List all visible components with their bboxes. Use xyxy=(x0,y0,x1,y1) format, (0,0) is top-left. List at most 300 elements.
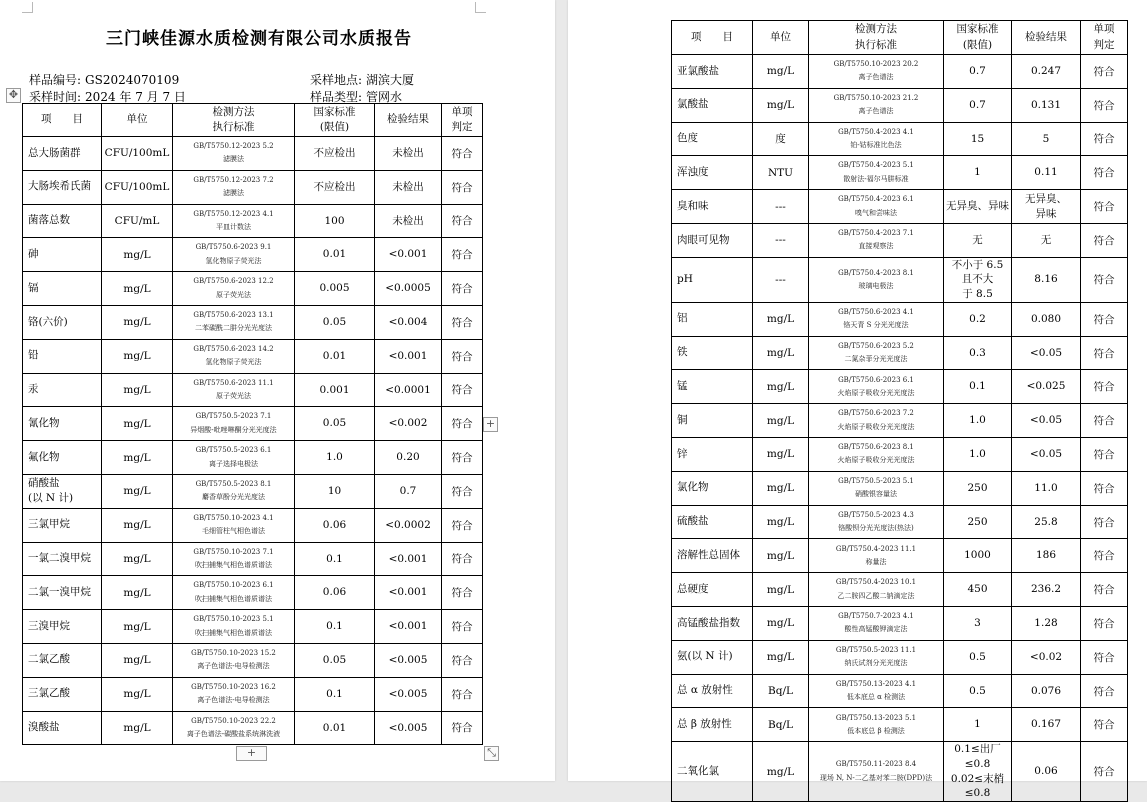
cell-verdict: 符合 xyxy=(1081,122,1128,156)
cell-item: 总硬度 xyxy=(672,573,753,607)
cell-method: GB/T5750.5-2023 7.1 异烟酸-吡唑啉酮分光光度法 xyxy=(173,407,295,441)
cell-unit: mg/L xyxy=(102,474,173,508)
cell-result: 1.28 xyxy=(1012,607,1081,641)
cell-method: GB/T5750.11-2023 8.4 现场 N, N-二乙基对苯二胺(DPD)法 xyxy=(809,742,944,802)
cell-standard: 不应检出 xyxy=(295,137,375,171)
table-row xyxy=(672,674,1128,708)
cell-verdict: 符合 xyxy=(1081,674,1128,708)
cell-verdict: 符合 xyxy=(1081,156,1128,190)
cell-method: GB/T5750.10-2023 21.2 离子色谱法 xyxy=(809,88,944,122)
cell-standard: 1.0 xyxy=(944,438,1012,472)
cell-item: 大肠埃希氏菌 xyxy=(23,170,102,204)
cell-result: <0.05 xyxy=(1012,404,1081,438)
cell-item: 铝 xyxy=(672,302,753,336)
cell-unit: mg/L xyxy=(102,441,173,475)
cell-unit: mg/L xyxy=(753,404,809,438)
cell-unit: NTU xyxy=(753,156,809,190)
cell-unit: mg/L xyxy=(102,339,173,373)
cell-unit: mg/L xyxy=(102,305,173,339)
cell-unit: mg/L xyxy=(753,640,809,674)
cell-verdict: 符合 xyxy=(442,610,483,644)
cell-unit: mg/L xyxy=(102,677,173,711)
cell-result: 0.20 xyxy=(375,441,442,475)
cell-result: <0.001 xyxy=(375,339,442,373)
cell-verdict: 符合 xyxy=(1081,539,1128,573)
cell-result: <0.0005 xyxy=(375,272,442,306)
cell-item: 三氯乙酸 xyxy=(23,677,102,711)
cell-unit: CFU/mL xyxy=(102,204,173,238)
table-row xyxy=(23,272,483,306)
cell-result: <0.001 xyxy=(375,576,442,610)
cell-verdict: 符合 xyxy=(1081,742,1128,802)
cell-item: 亚氯酸盐 xyxy=(672,55,753,89)
cell-item: 镉 xyxy=(23,272,102,306)
cell-unit: mg/L xyxy=(753,539,809,573)
cell-method: GB/T5750.4-2023 8.1 玻璃电极法 xyxy=(809,257,944,302)
cell-result: 0.11 xyxy=(1012,156,1081,190)
cell-standard: 0.1 xyxy=(295,542,375,576)
table-row xyxy=(23,542,483,576)
cell-item: 溴酸盐 xyxy=(23,711,102,745)
cell-result: <0.005 xyxy=(375,677,442,711)
cell-item: 氟化物 xyxy=(23,441,102,475)
cell-verdict: 符合 xyxy=(1081,640,1128,674)
table-row xyxy=(23,677,483,711)
cell-verdict: 符合 xyxy=(1081,55,1128,89)
cell-verdict: 符合 xyxy=(442,441,483,475)
cell-standard: 0.2 xyxy=(944,302,1012,336)
table-row xyxy=(672,122,1128,156)
cell-standard: 0.7 xyxy=(944,88,1012,122)
cell-verdict: 符合 xyxy=(1081,223,1128,257)
cell-method: GB/T5750.6-2023 9.1 氢化物原子荧光法 xyxy=(173,238,295,272)
cell-item: 铜 xyxy=(672,404,753,438)
cell-result: 未检出 xyxy=(375,137,442,171)
cell-standard: 0.1≤出厂≤0.8 0.02≤末梢≤0.8 xyxy=(944,742,1012,802)
cell-result: 0.06 xyxy=(1012,742,1081,802)
header-verdict: 单项 判定 xyxy=(1081,21,1128,55)
cell-unit: Bq/L xyxy=(753,674,809,708)
cell-result: 未检出 xyxy=(375,170,442,204)
cell-result: 0.167 xyxy=(1012,708,1081,742)
cell-unit: mg/L xyxy=(753,302,809,336)
cell-verdict: 符合 xyxy=(1081,370,1128,404)
table-row xyxy=(672,336,1128,370)
cell-standard: 10 xyxy=(295,474,375,508)
cell-standard: 0.7 xyxy=(944,55,1012,89)
header-result: 检验结果 xyxy=(1012,21,1081,55)
cell-method: GB/T5750.6-2023 11.1 原子荧光法 xyxy=(173,373,295,407)
cell-item: 总大肠菌群 xyxy=(23,137,102,171)
sample-number: 样品编号: GS2024070109 xyxy=(29,73,180,87)
table-row xyxy=(672,302,1128,336)
table-row xyxy=(23,508,483,542)
cell-unit: mg/L xyxy=(753,438,809,472)
cell-result: 25.8 xyxy=(1012,505,1081,539)
cell-verdict: 符合 xyxy=(1081,88,1128,122)
cell-unit: mg/L xyxy=(102,508,173,542)
sampling-time: 采样时间: 2024 年 7 月 7 日 xyxy=(29,90,186,104)
cell-result: <0.005 xyxy=(375,711,442,745)
cell-verdict: 符合 xyxy=(1081,302,1128,336)
cell-result: 0.131 xyxy=(1012,88,1081,122)
cell-verdict: 符合 xyxy=(1081,190,1128,224)
cell-standard: 15 xyxy=(944,122,1012,156)
cell-result: 0.7 xyxy=(375,474,442,508)
table-row xyxy=(23,711,483,745)
cell-standard: 0.1 xyxy=(944,370,1012,404)
cell-verdict: 符合 xyxy=(442,170,483,204)
cell-verdict: 符合 xyxy=(1081,438,1128,472)
cell-verdict: 符合 xyxy=(1081,257,1128,302)
cell-standard: 3 xyxy=(944,607,1012,641)
cell-method: GB/T5750.10-2023 4.1 毛细管柱气相色谱法 xyxy=(173,508,295,542)
cell-verdict: 符合 xyxy=(442,711,483,745)
cell-verdict: 符合 xyxy=(442,576,483,610)
cell-standard: 0.06 xyxy=(295,508,375,542)
cell-standard: 450 xyxy=(944,573,1012,607)
cell-unit: mg/L xyxy=(753,573,809,607)
cell-unit: mg/L xyxy=(102,643,173,677)
header-method: 检测方法 执行标准 xyxy=(809,21,944,55)
cell-result: <0.002 xyxy=(375,407,442,441)
cell-verdict: 符合 xyxy=(1081,607,1128,641)
cell-verdict: 符合 xyxy=(442,137,483,171)
header-unit: 单位 xyxy=(102,104,173,137)
cell-item: 三氯甲烷 xyxy=(23,508,102,542)
table-row xyxy=(672,190,1128,224)
cell-standard: 0.06 xyxy=(295,576,375,610)
cell-item: 色度 xyxy=(672,122,753,156)
cell-standard: 250 xyxy=(944,471,1012,505)
cell-item: 浑浊度 xyxy=(672,156,753,190)
table-row xyxy=(672,607,1128,641)
cell-unit: mg/L xyxy=(753,370,809,404)
table-move-icon[interactable]: ✥ xyxy=(6,88,21,103)
cell-item: 二氧化氯 xyxy=(672,742,753,802)
cell-result: 8.16 xyxy=(1012,257,1081,302)
cell-method: GB/T5750.10-2023 15.2 离子色谱法-电导检测法 xyxy=(173,643,295,677)
cell-unit: mg/L xyxy=(753,336,809,370)
cell-standard: 0.001 xyxy=(295,373,375,407)
cell-item: 肉眼可见物 xyxy=(672,223,753,257)
header-item: 项 目 xyxy=(672,21,753,55)
cell-item: 硫酸盐 xyxy=(672,505,753,539)
cell-unit: mg/L xyxy=(102,272,173,306)
cell-result: <0.005 xyxy=(375,643,442,677)
cell-standard: 无 xyxy=(944,223,1012,257)
cell-item: 氰化物 xyxy=(23,407,102,441)
report-page-right xyxy=(568,0,1147,800)
table-resize-icon[interactable]: ⤡ xyxy=(484,746,499,761)
cell-item: pH xyxy=(672,257,753,302)
cell-method: GB/T5750.10-2023 6.1 吹扫捕集气相色谱质谱法 xyxy=(173,576,295,610)
header-standard: 国家标准 (限值) xyxy=(944,21,1012,55)
table-row xyxy=(23,373,483,407)
cell-verdict: 符合 xyxy=(1081,505,1128,539)
cell-unit: mg/L xyxy=(102,542,173,576)
cell-verdict: 符合 xyxy=(1081,708,1128,742)
cell-verdict: 符合 xyxy=(1081,404,1128,438)
cell-verdict: 符合 xyxy=(442,474,483,508)
cell-unit: mg/L xyxy=(102,373,173,407)
cell-item: 铁 xyxy=(672,336,753,370)
cell-method: GB/T5750.12-2023 5.2 滤膜法 xyxy=(173,137,295,171)
cell-method: GB/T5750.4-2023 4.1 铂-钴标准比色法 xyxy=(809,122,944,156)
cell-unit: --- xyxy=(753,223,809,257)
cell-method: GB/T5750.6-2023 12.2 原子荧光法 xyxy=(173,272,295,306)
cell-method: GB/T5750.4-2023 7.1 直接观察法 xyxy=(809,223,944,257)
cell-result: 0.247 xyxy=(1012,55,1081,89)
cell-item: 一氯二溴甲烷 xyxy=(23,542,102,576)
cell-result: 0.080 xyxy=(1012,302,1081,336)
cell-method: GB/T5750.6-2023 14.2 氢化物原子荧光法 xyxy=(173,339,295,373)
cell-standard: 1000 xyxy=(944,539,1012,573)
cell-verdict: 符合 xyxy=(442,508,483,542)
cell-item: 砷 xyxy=(23,238,102,272)
header-standard: 国家标准 (限值) xyxy=(295,104,375,137)
page-corner-mark xyxy=(475,2,486,13)
table-row xyxy=(672,505,1128,539)
cell-method: GB/T5750.4-2023 5.1 散射法-福尔马肼标准 xyxy=(809,156,944,190)
cell-method: GB/T5750.6-2023 4.1 铬天青 S 分光光度法 xyxy=(809,302,944,336)
cell-item: 铅 xyxy=(23,339,102,373)
report-title: 三门峡佳源水质检测有限公司水质报告 xyxy=(106,29,412,49)
table-row xyxy=(672,55,1128,89)
cell-method: GB/T5750.5-2023 8.1 麝香草酚分光光度法 xyxy=(173,474,295,508)
table-row xyxy=(672,404,1128,438)
cell-standard: 1.0 xyxy=(295,441,375,475)
table-header-row xyxy=(672,21,1128,55)
cell-verdict: 符合 xyxy=(1081,336,1128,370)
table-row xyxy=(23,238,483,272)
cell-item: 锰 xyxy=(672,370,753,404)
cell-unit: mg/L xyxy=(102,711,173,745)
table-row xyxy=(672,573,1128,607)
cell-unit: mg/L xyxy=(102,238,173,272)
cell-result: <0.05 xyxy=(1012,336,1081,370)
cell-method: GB/T5750.13-2023 4.1 低本底总 α 检测法 xyxy=(809,674,944,708)
cell-item: 铬(六价) xyxy=(23,305,102,339)
table-row xyxy=(23,407,483,441)
cell-result: <0.05 xyxy=(1012,438,1081,472)
cell-result: 11.0 xyxy=(1012,471,1081,505)
cell-item: 汞 xyxy=(23,373,102,407)
cell-verdict: 符合 xyxy=(442,373,483,407)
cell-unit: --- xyxy=(753,190,809,224)
table-row xyxy=(23,204,483,238)
cell-unit: 度 xyxy=(753,122,809,156)
sample-type: 样品类型: 管网水 xyxy=(310,90,403,104)
cell-item: 三溴甲烷 xyxy=(23,610,102,644)
cell-method: GB/T5750.7-2023 4.1 酸性高锰酸钾滴定法 xyxy=(809,607,944,641)
cell-standard: 0.05 xyxy=(295,643,375,677)
cell-result: <0.0002 xyxy=(375,508,442,542)
cell-standard: 0.5 xyxy=(944,640,1012,674)
table-row xyxy=(672,257,1128,302)
table-row xyxy=(672,223,1128,257)
cell-result: <0.0001 xyxy=(375,373,442,407)
cell-method: GB/T5750.12-2023 7.2 滤膜法 xyxy=(173,170,295,204)
cell-result: <0.001 xyxy=(375,238,442,272)
cell-method: GB/T5750.10-2023 16.2 离子色谱法-电导检测法 xyxy=(173,677,295,711)
add-column-button[interactable]: + xyxy=(483,417,498,432)
cell-method: GB/T5750.12-2023 4.1 平皿计数法 xyxy=(173,204,295,238)
cell-verdict: 符合 xyxy=(442,204,483,238)
table-row xyxy=(23,137,483,171)
cell-unit: mg/L xyxy=(753,742,809,802)
table-row xyxy=(672,156,1128,190)
cell-unit: mg/L xyxy=(102,407,173,441)
cell-method: GB/T5750.6-2023 13.1 二苯碳酰二肼分光光度法 xyxy=(173,305,295,339)
cell-method: GB/T5750.4-2023 6.1 嗅气和尝味法 xyxy=(809,190,944,224)
cell-item: 总 α 放射性 xyxy=(672,674,753,708)
cell-item: 氯酸盐 xyxy=(672,88,753,122)
cell-verdict: 符合 xyxy=(442,238,483,272)
table-row xyxy=(23,610,483,644)
cell-method: GB/T5750.6-2023 7.2 火焰原子吸收分光光度法 xyxy=(809,404,944,438)
header-verdict: 单项 判定 xyxy=(442,104,483,137)
cell-method: GB/T5750.6-2023 6.1 火焰原子吸收分光光度法 xyxy=(809,370,944,404)
table-row xyxy=(672,640,1128,674)
cell-standard: 1 xyxy=(944,708,1012,742)
cell-verdict: 符合 xyxy=(1081,471,1128,505)
table-row xyxy=(23,170,483,204)
cell-standard: 0.5 xyxy=(944,674,1012,708)
cell-item: 菌落总数 xyxy=(23,204,102,238)
cell-result: <0.004 xyxy=(375,305,442,339)
cell-result: <0.025 xyxy=(1012,370,1081,404)
cell-standard: 1.0 xyxy=(944,404,1012,438)
cell-standard: 无异臭、异味 xyxy=(944,190,1012,224)
cell-standard: 不小于 6.5 且不大 于 8.5 xyxy=(944,257,1012,302)
cell-method: GB/T5750.5-2023 6.1 离子选择电极法 xyxy=(173,441,295,475)
cell-item: 硝酸盐 (以 N 计) xyxy=(23,474,102,508)
cell-method: GB/T5750.6-2023 8.1 火焰原子吸收分光光度法 xyxy=(809,438,944,472)
cell-verdict: 符合 xyxy=(442,305,483,339)
cell-method: GB/T5750.10-2023 5.1 吹扫捕集气相色谱质谱法 xyxy=(173,610,295,644)
cell-standard: 0.05 xyxy=(295,407,375,441)
cell-standard: 不应检出 xyxy=(295,170,375,204)
cell-verdict: 符合 xyxy=(442,643,483,677)
cell-standard: 0.01 xyxy=(295,339,375,373)
cell-unit: Bq/L xyxy=(753,708,809,742)
header-item: 项 目 xyxy=(23,104,102,137)
table-row xyxy=(672,742,1128,802)
cell-standard: 0.01 xyxy=(295,711,375,745)
report-page-left xyxy=(0,0,555,781)
water-quality-table-right xyxy=(671,20,1128,802)
cell-standard: 250 xyxy=(944,505,1012,539)
cell-method: GB/T5750.4-2023 10.1 乙二胺四乙酸二钠滴定法 xyxy=(809,573,944,607)
cell-standard: 1 xyxy=(944,156,1012,190)
header-unit: 单位 xyxy=(753,21,809,55)
cell-method: GB/T5750.5-2023 11.1 纳氏试剂分光光度法 xyxy=(809,640,944,674)
cell-item: 臭和味 xyxy=(672,190,753,224)
cell-result: 236.2 xyxy=(1012,573,1081,607)
cell-result: <0.001 xyxy=(375,542,442,576)
cell-unit: mg/L xyxy=(753,607,809,641)
table-row xyxy=(672,438,1128,472)
cell-verdict: 符合 xyxy=(442,542,483,576)
cell-item: 溶解性总固体 xyxy=(672,539,753,573)
cell-method: GB/T5750.10-2023 22.2 离子色谱法-碳酸盐系统淋洗液 xyxy=(173,711,295,745)
cell-unit: --- xyxy=(753,257,809,302)
cell-verdict: 符合 xyxy=(442,339,483,373)
cell-standard: 0.05 xyxy=(295,305,375,339)
cell-unit: mg/L xyxy=(753,505,809,539)
cell-standard: 0.005 xyxy=(295,272,375,306)
page-corner-mark xyxy=(22,2,33,13)
add-row-button[interactable]: + xyxy=(236,746,267,761)
cell-unit: mg/L xyxy=(102,610,173,644)
cell-result: <0.001 xyxy=(375,610,442,644)
cell-result: 未检出 xyxy=(375,204,442,238)
table-row xyxy=(23,576,483,610)
cell-method: GB/T5750.10-2023 20.2 离子色谱法 xyxy=(809,55,944,89)
cell-standard: 0.1 xyxy=(295,610,375,644)
table-row xyxy=(23,305,483,339)
table-row xyxy=(672,370,1128,404)
table-row xyxy=(672,471,1128,505)
cell-verdict: 符合 xyxy=(442,407,483,441)
cell-item: 二氯乙酸 xyxy=(23,643,102,677)
cell-result: <0.02 xyxy=(1012,640,1081,674)
cell-verdict: 符合 xyxy=(442,677,483,711)
header-method: 检测方法 执行标准 xyxy=(173,104,295,137)
table-row xyxy=(23,474,483,508)
cell-method: GB/T5750.10-2023 7.1 吹扫捕集气相色谱质谱法 xyxy=(173,542,295,576)
cell-result: 0.076 xyxy=(1012,674,1081,708)
sampling-location: 采样地点: 湖滨大厦 xyxy=(310,73,415,87)
cell-method: GB/T5750.4-2023 11.1 称量法 xyxy=(809,539,944,573)
cell-method: GB/T5750.13-2023 5.1 低本底总 β 检测法 xyxy=(809,708,944,742)
water-quality-table-left xyxy=(22,103,483,745)
table-row xyxy=(23,643,483,677)
cell-method: GB/T5750.6-2023 5.2 二氮杂菲分光光度法 xyxy=(809,336,944,370)
cell-standard: 0.3 xyxy=(944,336,1012,370)
cell-item: 锌 xyxy=(672,438,753,472)
table-row xyxy=(672,708,1128,742)
cell-unit: mg/L xyxy=(753,471,809,505)
cell-unit: mg/L xyxy=(753,88,809,122)
table-row xyxy=(23,339,483,373)
table-row xyxy=(23,441,483,475)
cell-result: 5 xyxy=(1012,122,1081,156)
cell-item: 氯化物 xyxy=(672,471,753,505)
cell-standard: 0.1 xyxy=(295,677,375,711)
cell-item: 氨(以 N 计) xyxy=(672,640,753,674)
cell-result: 无异臭、 异味 xyxy=(1012,190,1081,224)
cell-unit: mg/L xyxy=(102,576,173,610)
cell-unit: mg/L xyxy=(753,55,809,89)
cell-standard: 100 xyxy=(295,204,375,238)
cell-item: 高锰酸盐指数 xyxy=(672,607,753,641)
table-row xyxy=(672,88,1128,122)
cell-verdict: 符合 xyxy=(442,272,483,306)
cell-result: 186 xyxy=(1012,539,1081,573)
table-row xyxy=(672,539,1128,573)
cell-item: 二氯一溴甲烷 xyxy=(23,576,102,610)
cell-standard: 0.01 xyxy=(295,238,375,272)
cell-unit: CFU/100mL xyxy=(102,137,173,171)
cell-unit: CFU/100mL xyxy=(102,170,173,204)
cell-verdict: 符合 xyxy=(1081,573,1128,607)
cell-method: GB/T5750.5-2023 4.3 铬酸钡分光光度法(热法) xyxy=(809,505,944,539)
table-header-row xyxy=(23,104,483,137)
cell-item: 总 β 放射性 xyxy=(672,708,753,742)
header-result: 检验结果 xyxy=(375,104,442,137)
